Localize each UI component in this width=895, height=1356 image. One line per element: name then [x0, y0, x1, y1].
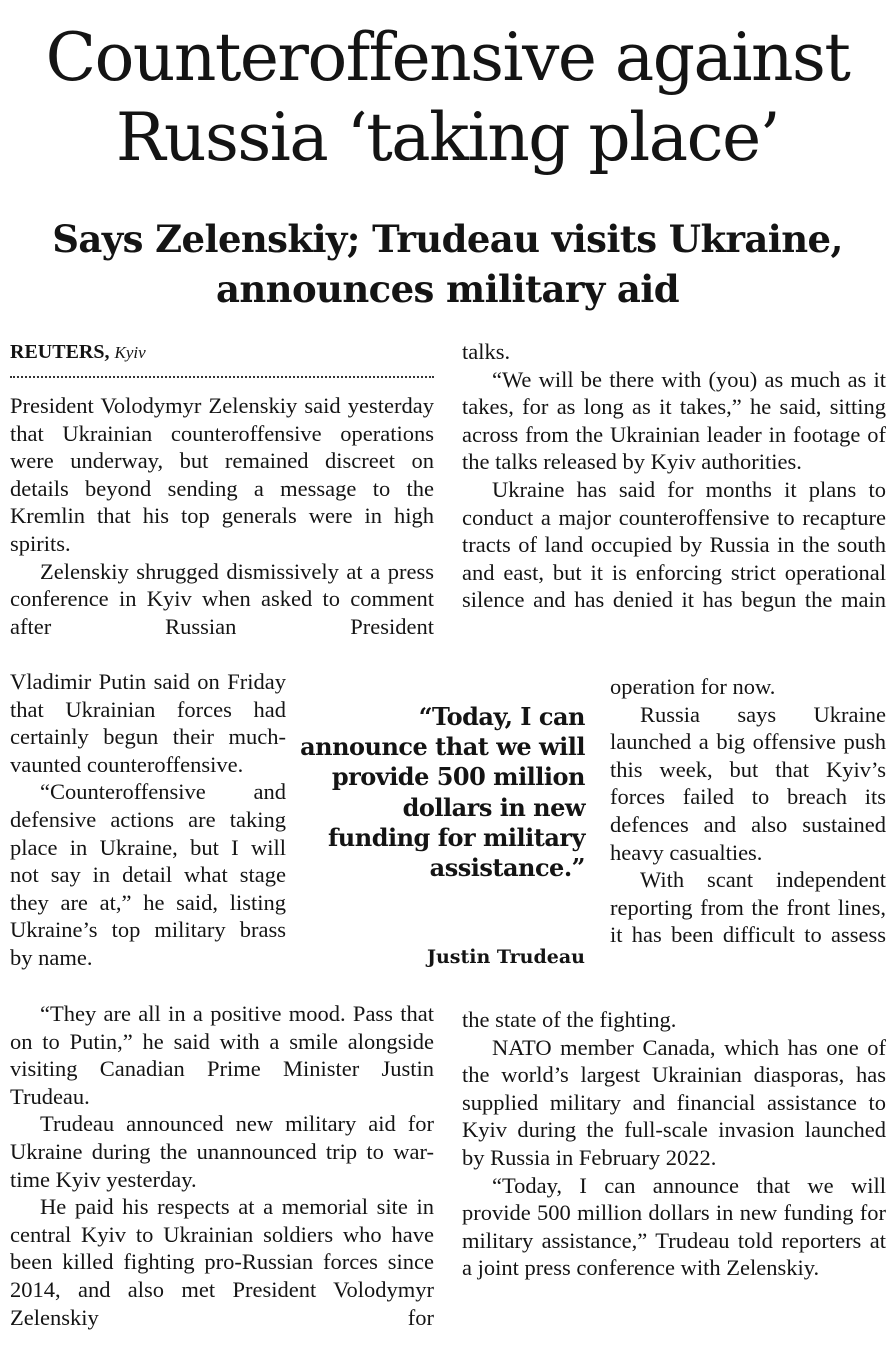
body-paragraph: talks.	[462, 339, 511, 364]
pull-quote-attribution: Justin Trudeau	[426, 946, 585, 968]
article-column-left-top	[10, 392, 434, 640]
body-paragraph: President Volodymyr Zelenskiy said yesterday that Ukrainian counteroffensive operations were underway, but remained discreet on details beyond sending a message to the Kremlin that his top generals were in high spirits.	[10, 393, 434, 556]
byline-divider	[10, 376, 434, 378]
body-paragraph: Vladimir Putin said on Friday that Ukrainian forces had certainly begun their much-vaunted counteroffensive.	[10, 669, 286, 777]
byline-location: Kyiv	[114, 343, 146, 362]
body-paragraph: With scant independent reporting from the front lines, it has been difficult to assess	[610, 867, 886, 948]
article-column-right-top	[462, 338, 886, 614]
body-paragraph: “Today, I can announce that we will provide 500 million dollars in new funding for military assistance,” Trudeau told reporters at a joint press conference with Zelenskiy.	[462, 1172, 886, 1281]
article-column-right-bottom	[462, 1006, 886, 1282]
body-paragraph: “They are all in a positive mood. Pass that on to Putin,” he said with a smile alongside visiting Canadian Prime Minister Justin Trudeau.	[10, 1001, 434, 1109]
byline-source: REUTERS,	[10, 341, 110, 363]
body-paragraph: “We will be there with (you) as much as it takes, for as long as it takes,” he said, sitting across from the Ukrainian leader in footage of the talks released by Kyiv authorities.	[462, 366, 886, 475]
body-paragraph: Ukraine has said for months it plans to conduct a major counteroffensive to recapture tracts of land occupied by Russia in the south and east, but it is enforcing strict operational silence and has denied it has begun the main	[462, 476, 886, 613]
body-paragraph: Zelenskiy shrugged dismissively at a press conference in Kyiv when asked to comment after Russian President	[10, 558, 434, 639]
article-column-left-bottom	[10, 1000, 434, 1331]
body-paragraph: operation for now.	[610, 674, 776, 699]
body-paragraph: NATO member Canada, which has one of the world’s largest Ukrainian diasporas, has supplied military and financial assistance to Kyiv during the full-scale invasion launched by Russia in February 2022.	[462, 1034, 886, 1170]
body-paragraph: “Counteroffensive and defensive actions are taking place in Ukraine, but I will not say in detail what stage they are at,” he said, listing Ukraine’s top military brass by name.	[10, 779, 286, 970]
body-paragraph: He paid his respects at a memorial site in central Kyiv to Ukrainian soldiers who have been killed fighting pro-Russian forces since 2014, and also met President Volodymyr Zelenskiy for	[10, 1194, 434, 1330]
deck: Says Zelenskiy; Trudeau visits Ukraine, announces military aid	[52, 217, 843, 311]
pull-quote: “Today, I can announce that we will provide 500 million dollars in new funding for military assistance.”	[300, 702, 585, 883]
byline	[10, 340, 434, 365]
headline: Counteroffensive against Russia ‘taking place’	[45, 19, 850, 176]
body-paragraph: the state of the fighting.	[462, 1007, 677, 1032]
article-column-right-narrow	[610, 673, 886, 949]
article-column-left-narrow	[10, 668, 286, 972]
body-paragraph: Russia says Ukraine launched a big offensive push this week, but that Kyiv’s forces failed to breach its defences and also sustained heavy casualties.	[610, 701, 886, 865]
body-paragraph: Trudeau announced new military aid for Ukraine during the unannounced trip to war-time Kyiv yesterday.	[10, 1111, 434, 1192]
